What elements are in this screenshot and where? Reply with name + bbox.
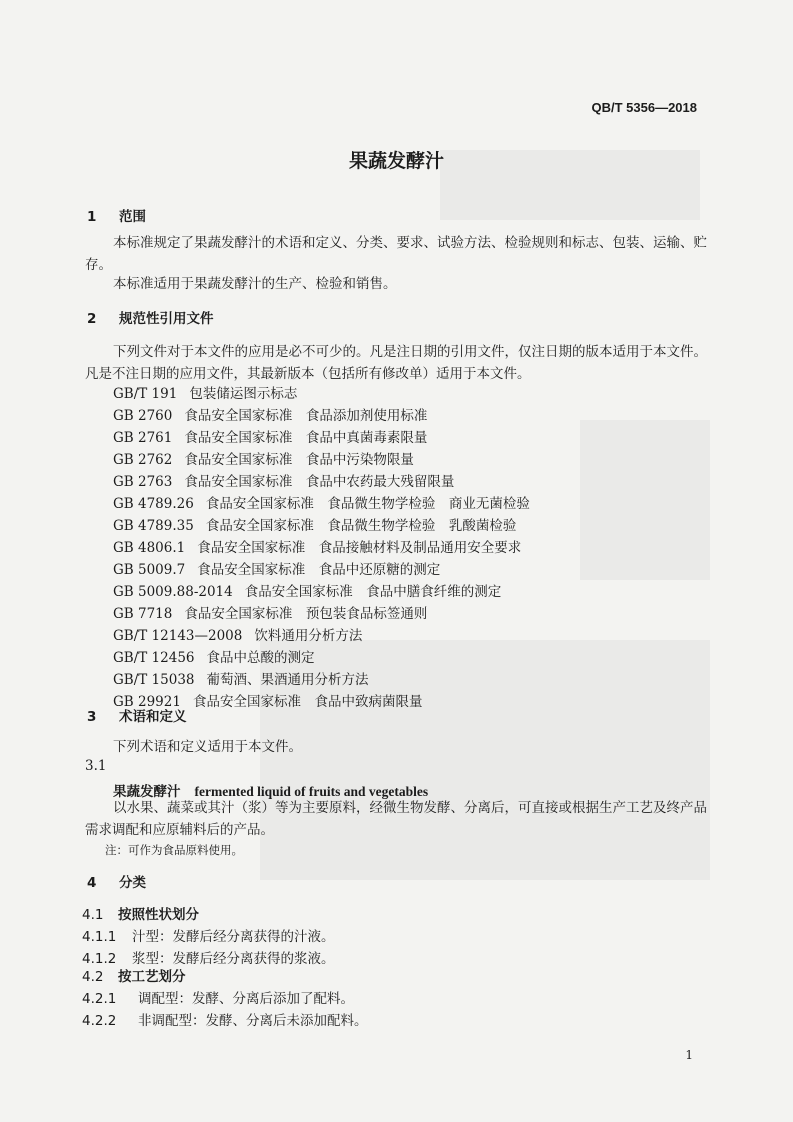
reference-code: GB/T 15038 — [113, 672, 195, 688]
clause-number: 4.2.1 — [82, 991, 117, 1007]
reference-item — [113, 602, 427, 622]
section-number: 3 — [87, 709, 97, 725]
clause-4-1-1 — [82, 925, 335, 945]
reference-code: GB 29921 — [113, 694, 181, 710]
clause-4-2 — [82, 965, 186, 985]
standard-code: QB/T 5356—2018 — [591, 100, 697, 115]
references-intro: 下列文件对于本文件的应用是必不可少的。凡是注日期的引用文件，仅注日期的版本适用于本文件。凡是不注日期的应用文件，其最新版本（包括所有修改单）适用于本文件。 — [85, 344, 707, 382]
section-2-heading — [87, 307, 214, 327]
reference-item — [113, 558, 440, 578]
reference-name: 食品安全国家标准 食品中污染物限量 — [184, 452, 414, 468]
clause-number: 4.1.1 — [82, 929, 117, 945]
reference-name: 饮料通用分析方法 — [254, 628, 363, 644]
reference-code: GB/T 191 — [113, 386, 178, 402]
section-3-heading — [87, 705, 187, 725]
clause-number: 4.2.2 — [82, 1013, 117, 1029]
reference-name: 包装储运图示标志 — [189, 386, 298, 402]
scope-paragraph: 本标准规定了果蔬发酵汁的术语和定义、分类、要求、试验方法、检验规则和标志、包装、运输、贮存。 — [85, 235, 707, 273]
reference-name: 食品安全国家标准 食品微生物学检验 商业无菌检验 — [205, 496, 530, 512]
reference-code: GB 2762 — [113, 452, 173, 468]
reference-item — [113, 580, 501, 600]
reference-name: 食品安全国家标准 食品微生物学检验 乳酸菌检验 — [205, 518, 517, 534]
section-title: 术语和定义 — [119, 709, 187, 725]
reference-item — [113, 448, 414, 468]
document-title: 果蔬发酵汁 — [348, 150, 444, 172]
term-definition: 以水果、蔬菜或其汁（浆）等为主要原料，经微生物发酵、分离后，可直接或根据生产工艺及终产品需求调配和应原辅料后的产品。 — [85, 800, 707, 838]
reference-item — [113, 536, 521, 556]
scope-applicability: 本标准适用于果蔬发酵汁的生产、检验和销售。 — [113, 276, 397, 292]
reference-name: 食品安全国家标准 食品中还原糖的测定 — [197, 562, 441, 578]
section-number: 4 — [87, 875, 97, 891]
clause-text: 浆型：发酵后经分离获得的浆液。 — [132, 951, 335, 967]
clause-number: 4.1 — [82, 907, 104, 923]
section-title: 范围 — [119, 209, 146, 225]
reference-name: 食品安全国家标准 食品中真菌毒素限量 — [184, 430, 428, 446]
reference-item — [113, 668, 369, 688]
reference-item — [113, 426, 427, 446]
reference-code: GB 2760 — [113, 408, 173, 424]
reference-name: 食品中总酸的测定 — [206, 650, 315, 666]
reference-item — [113, 646, 315, 666]
clause-label: 按工艺划分 — [118, 969, 186, 985]
reference-code: GB 7718 — [113, 606, 173, 622]
clause-4-1-2 — [82, 947, 335, 967]
term-chinese: 果蔬发酵汁 — [113, 784, 181, 800]
reference-name: 食品安全国家标准 食品中膳食纤维的测定 — [244, 584, 502, 600]
reference-name: 葡萄酒、果酒通用分析方法 — [206, 672, 369, 688]
clause-number: 4.2 — [82, 969, 104, 985]
reference-code: GB 5009.88-2014 — [113, 584, 233, 600]
clause-text: 汁型：发酵后经分离获得的汁液。 — [132, 929, 335, 945]
reference-name: 食品安全国家标准 食品中农药最大残留限量 — [184, 474, 455, 490]
reference-name: 食品安全国家标准 食品接触材料及制品通用安全要求 — [197, 540, 522, 556]
term-number: 3.1 — [85, 758, 107, 774]
reference-code: GB 4789.35 — [113, 518, 194, 534]
reference-code: GB/T 12143—2008 — [113, 628, 243, 644]
reference-name: 食品安全国家标准 食品添加剂使用标准 — [184, 408, 428, 424]
page-number: 1 — [685, 1048, 693, 1062]
reference-code: GB 4806.1 — [113, 540, 186, 556]
reference-item — [113, 492, 530, 512]
reference-item — [113, 514, 516, 534]
clause-4-1 — [82, 903, 199, 923]
section-number: 2 — [87, 311, 97, 327]
section-number: 1 — [87, 209, 97, 225]
clause-number: 4.1.2 — [82, 951, 117, 967]
term-english: fermented liquid of fruits and vegetables — [194, 784, 429, 799]
reference-code: GB 2763 — [113, 474, 173, 490]
clause-4-2-2 — [82, 1009, 368, 1029]
reference-name: 食品安全国家标准 预包装食品标签通则 — [184, 606, 428, 622]
reference-code: GB 5009.7 — [113, 562, 186, 578]
clause-text: 调配型：发酵、分离后添加了配料。 — [138, 991, 354, 1007]
reference-code: GB/T 12456 — [113, 650, 195, 666]
reference-code: GB 4789.26 — [113, 496, 194, 512]
clause-label: 按照性状划分 — [118, 907, 199, 923]
terms-intro: 下列术语和定义适用于本文件。 — [113, 739, 302, 755]
section-1-heading — [87, 205, 146, 225]
clause-text: 非调配型：发酵、分离后未添加配料。 — [138, 1013, 368, 1029]
section-title: 分类 — [119, 875, 146, 891]
reference-item — [113, 382, 297, 402]
term-note: 注：可作为食品原料使用。 — [105, 843, 243, 857]
section-title: 规范性引用文件 — [119, 311, 214, 327]
reference-item — [113, 624, 362, 644]
clause-4-2-1 — [82, 987, 354, 1007]
reference-name: 食品安全国家标准 食品中致病菌限量 — [192, 694, 423, 710]
reference-item — [113, 470, 454, 490]
bleed-through — [580, 420, 710, 580]
section-4-heading — [87, 871, 146, 891]
reference-item — [113, 404, 427, 424]
reference-code: GB 2761 — [113, 430, 173, 446]
